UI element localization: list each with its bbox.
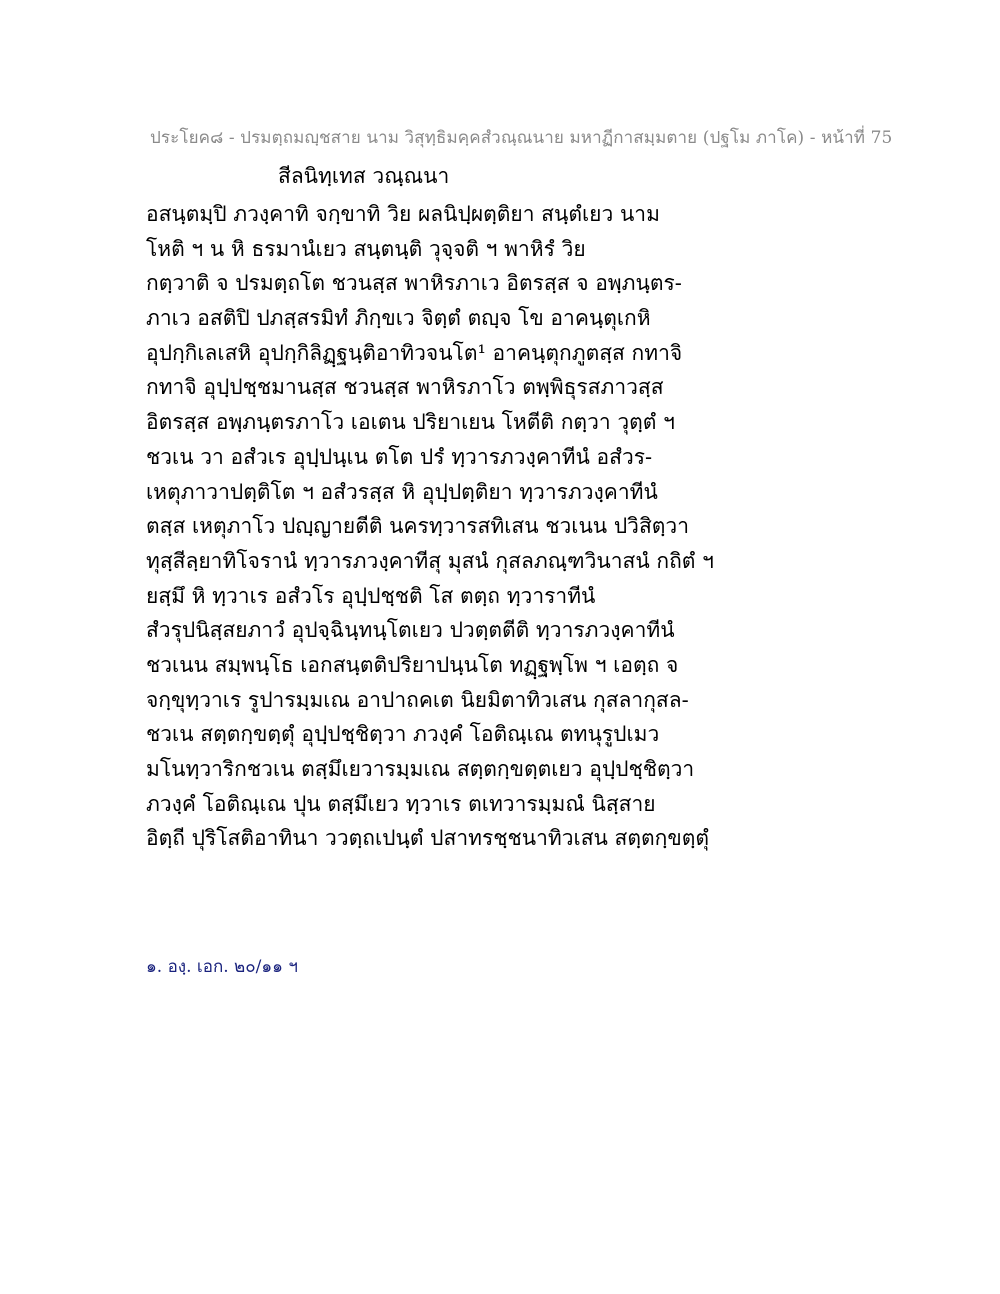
text-line: โหติ ฯ น หิ ธรมานํเยว สนฺตนฺติ วุจฺจติ ฯ พาหิรํ วิย [146,236,586,261]
section-title: สีลนิทฺเทส วณฺณนา [278,164,450,188]
page-header: ประโยค๘ - ปรมตฺถมญฺชสาย นาม วิสุทฺธิมคฺคสํวณฺณนาย มหาฏีกาสมฺมตาย (ปฐโม ภาโค) - หน้าที่ 75 [150,128,893,148]
text-line: ชวเน สตฺตกฺขตฺตุํ อุปฺปชฺชิตฺวา ภวงฺคํ โอติณฺเณ ตทนุรูปเมว [146,722,660,747]
text-line: ตสฺส เหตุภาโว ปญฺญายตีติ นครทฺวารสทิเสน ชวเนน ปวิสิตฺวา [146,514,689,539]
text-line: สํวรุปนิสฺสยภาวํ อุปจฺฉินฺทนฺโตเยว ปวตฺตตีติ ทฺวารภวงฺคาทีนํ [146,618,675,643]
text-line: อุปกฺกิเลเสหิ อุปกฺกิลิฏฺฐนฺติอาทิวจนโต¹ อาคนฺตุกภูตสฺส กทาจิ [146,340,683,365]
text-line: กทาจิ อุปฺปชฺชมานสฺส ชวนสฺส พาหิรภาโว ตพฺพิธุรสภาวสฺส [146,375,664,400]
text-line: ชวเนน สมฺพนฺโธ เอกสนฺตติปริยาปนฺนโต ทฏฺฐพฺโพ ฯ เอตฺถ จ [146,652,679,677]
body-text [146,197,714,856]
footnote: ๑. องฺ. เอก. ๒๐/๑๑ ฯ [146,957,298,977]
text-line: อิตฺถี ปุริโสติอาทินา ววตฺถเปนฺตํ ปสาทรชฺชนาทิวเสน สตฺตกฺขตฺตุํ [146,826,709,851]
text-line: ภาเว อสติปิ ปภสฺสรมิทํ ภิกฺขเว จิตฺตํ ตญฺจ โข อาคนฺตุเกหิ [146,306,651,331]
text-line: ภวงฺคํ โอติณฺเณ ปุน ตสฺมึเยว ทฺวาเร ตเทวารมฺมณํ นิสฺสาย [146,791,656,816]
text-line: อสนฺตมฺปิ ภวงฺคาทิ จกฺขาทิ วิย ผลนิปฺผตฺติยา สนฺตํเยว นาม [146,202,660,226]
text-line: ยสฺมึ หิ ทฺวาเร อสํวโร อุปฺปชฺชติ โส ตตฺถ ทฺวาราทีนํ [146,583,596,608]
text-line: เหตุภาวาปตฺติโต ฯ อสํวรสฺส หิ อุปฺปตฺติยา ทฺวารภวงฺคาทีนํ [146,479,658,504]
text-line: มโนทฺวาริกชวเน ตสฺมึเยวารมฺมเณ สตฺตกฺขตฺตเยว อุปฺปชฺชิตฺวา [146,757,695,781]
text-line: กตฺวาติ จ ปรมตฺถโต ชวนสฺส พาหิรภาเว อิตรสฺส จ อพฺภนฺตร- [146,271,682,296]
text-line: ชวเน วา อสํวเร อุปฺปนฺเน ตโต ปรํ ทฺวารภวงฺคาทีนํ อสํวร- [146,444,653,469]
text-line: อิตรสฺส อพฺภนฺตรภาโว เอเตน ปริยาเยน โหตีติ กตฺวา วุตฺตํ ฯ [146,410,675,435]
text-line: ทุสฺสีลฺยาทิโจรานํ ทฺวารภวงฺคาทีสุ มุสนํ กุสลภณฺฑวินาสนํ กถิตํ ฯ [146,548,714,573]
text-line: จกฺขุทฺวาเร รูปารมฺมเณ อาปาถคเต นิยมิตาทิวเสน กุสลากุสล- [146,687,689,712]
